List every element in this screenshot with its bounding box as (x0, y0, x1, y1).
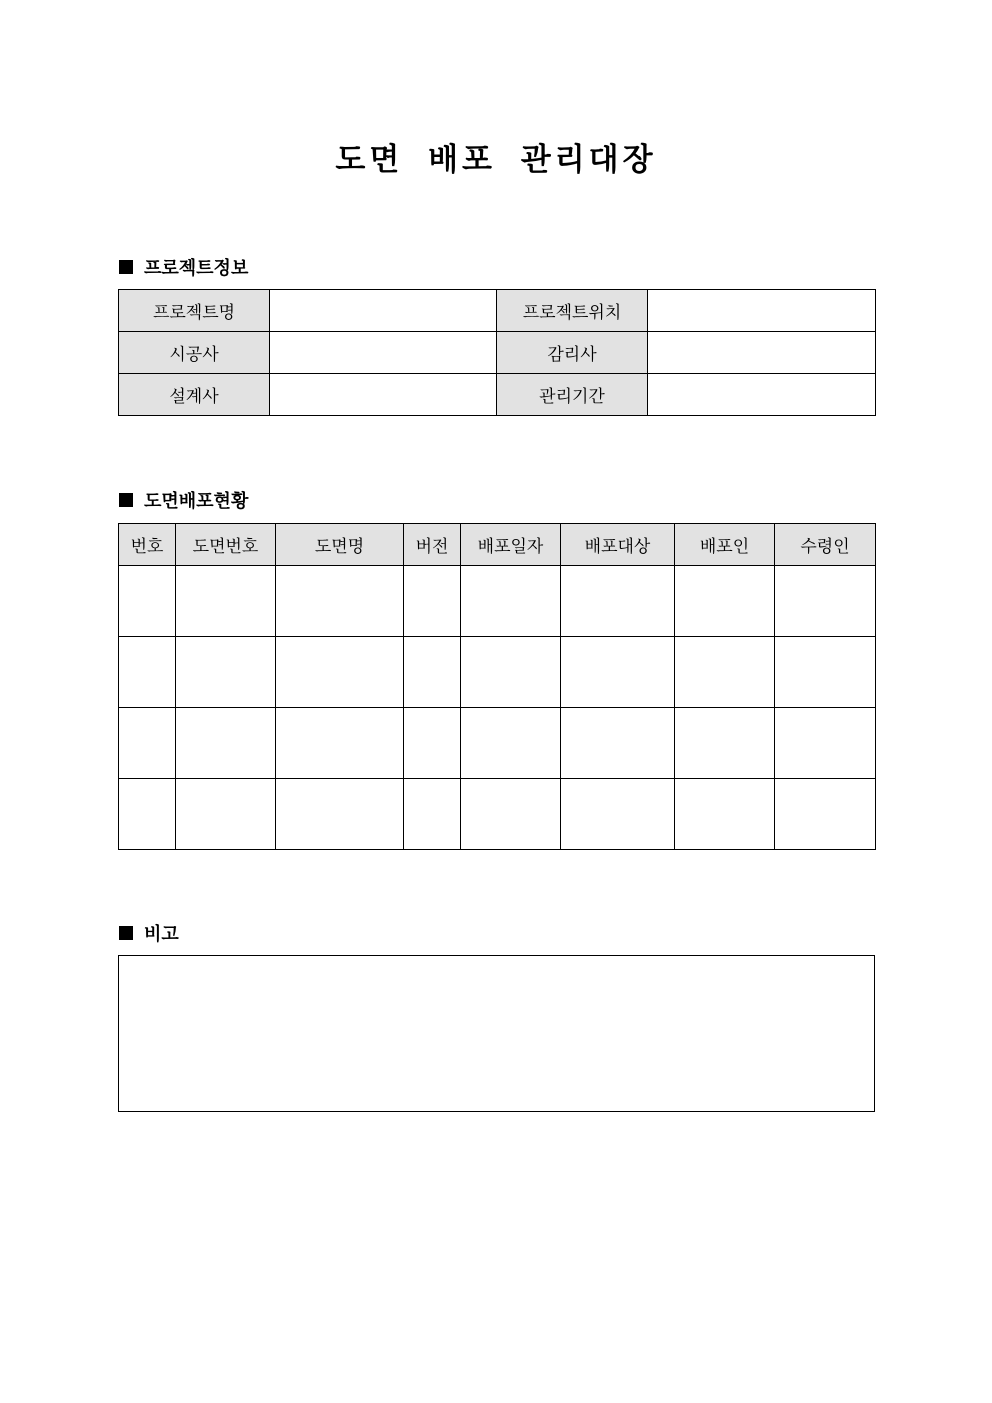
table-cell[interactable] (675, 779, 775, 850)
table-cell[interactable] (461, 708, 561, 779)
project-info-table (118, 289, 876, 416)
table-cell[interactable] (119, 566, 176, 637)
section-heading-project-info (119, 254, 248, 280)
remarks-box[interactable] (118, 955, 875, 1112)
section-heading-label: 도면배포현황 (144, 491, 249, 512)
section-heading-label: 프로젝트정보 (144, 258, 249, 279)
table-row (119, 332, 876, 374)
table-cell[interactable] (675, 566, 775, 637)
section-heading-label: 비고 (144, 924, 179, 945)
column-header-distribution-target: 배포대상 (561, 524, 675, 566)
table-row (119, 374, 876, 416)
period-field[interactable] (648, 374, 876, 416)
table-cell[interactable] (561, 779, 675, 850)
designer-field[interactable] (270, 374, 497, 416)
table-cell[interactable] (404, 779, 461, 850)
table-cell[interactable] (561, 708, 675, 779)
table-cell[interactable] (176, 708, 276, 779)
table-cell[interactable] (176, 637, 276, 708)
table-cell[interactable] (561, 566, 675, 637)
black-square-icon (119, 493, 133, 507)
table-row (119, 708, 876, 779)
black-square-icon (119, 926, 133, 940)
black-square-icon (119, 260, 133, 274)
table-cell[interactable] (775, 708, 876, 779)
table-cell[interactable] (119, 637, 176, 708)
table-cell[interactable] (404, 566, 461, 637)
table-cell[interactable] (461, 637, 561, 708)
contractor-label: 시공사 (119, 332, 270, 374)
column-header-version: 버전 (404, 524, 461, 566)
table-cell[interactable] (775, 779, 876, 850)
column-header-distributor: 배포인 (675, 524, 775, 566)
column-header-drawing-number: 도면번호 (176, 524, 276, 566)
supervisor-field[interactable] (648, 332, 876, 374)
table-cell[interactable] (775, 637, 876, 708)
table-cell[interactable] (276, 708, 404, 779)
table-cell[interactable] (119, 708, 176, 779)
page-title: 도면 배포 관리대장 (335, 142, 657, 178)
table-cell[interactable] (276, 566, 404, 637)
table-row (119, 779, 876, 850)
table-cell[interactable] (276, 637, 404, 708)
project-name-label: 프로젝트명 (119, 290, 270, 332)
table-cell[interactable] (561, 637, 675, 708)
column-header-drawing-name: 도면명 (276, 524, 404, 566)
section-heading-distribution (119, 487, 248, 513)
contractor-field[interactable] (270, 332, 497, 374)
table-cell[interactable] (176, 779, 276, 850)
project-location-field[interactable] (648, 290, 876, 332)
table-cell[interactable] (461, 566, 561, 637)
designer-label: 설계사 (119, 374, 270, 416)
table-cell[interactable] (276, 779, 404, 850)
table-cell[interactable] (775, 566, 876, 637)
column-header-distribution-date: 배포일자 (461, 524, 561, 566)
project-name-field[interactable] (270, 290, 497, 332)
table-row (119, 290, 876, 332)
table-cell[interactable] (675, 637, 775, 708)
table-cell[interactable] (404, 708, 461, 779)
table-cell[interactable] (675, 708, 775, 779)
distribution-table (118, 523, 876, 850)
table-header-row (119, 524, 876, 566)
table-cell[interactable] (404, 637, 461, 708)
period-label: 관리기간 (497, 374, 648, 416)
project-location-label: 프로젝트위치 (497, 290, 648, 332)
column-header-number: 번호 (119, 524, 176, 566)
section-heading-remarks (119, 920, 179, 946)
table-cell[interactable] (176, 566, 276, 637)
supervisor-label: 감리사 (497, 332, 648, 374)
table-row (119, 566, 876, 637)
column-header-recipient: 수령인 (775, 524, 876, 566)
table-row (119, 637, 876, 708)
table-cell[interactable] (461, 779, 561, 850)
table-cell[interactable] (119, 779, 176, 850)
